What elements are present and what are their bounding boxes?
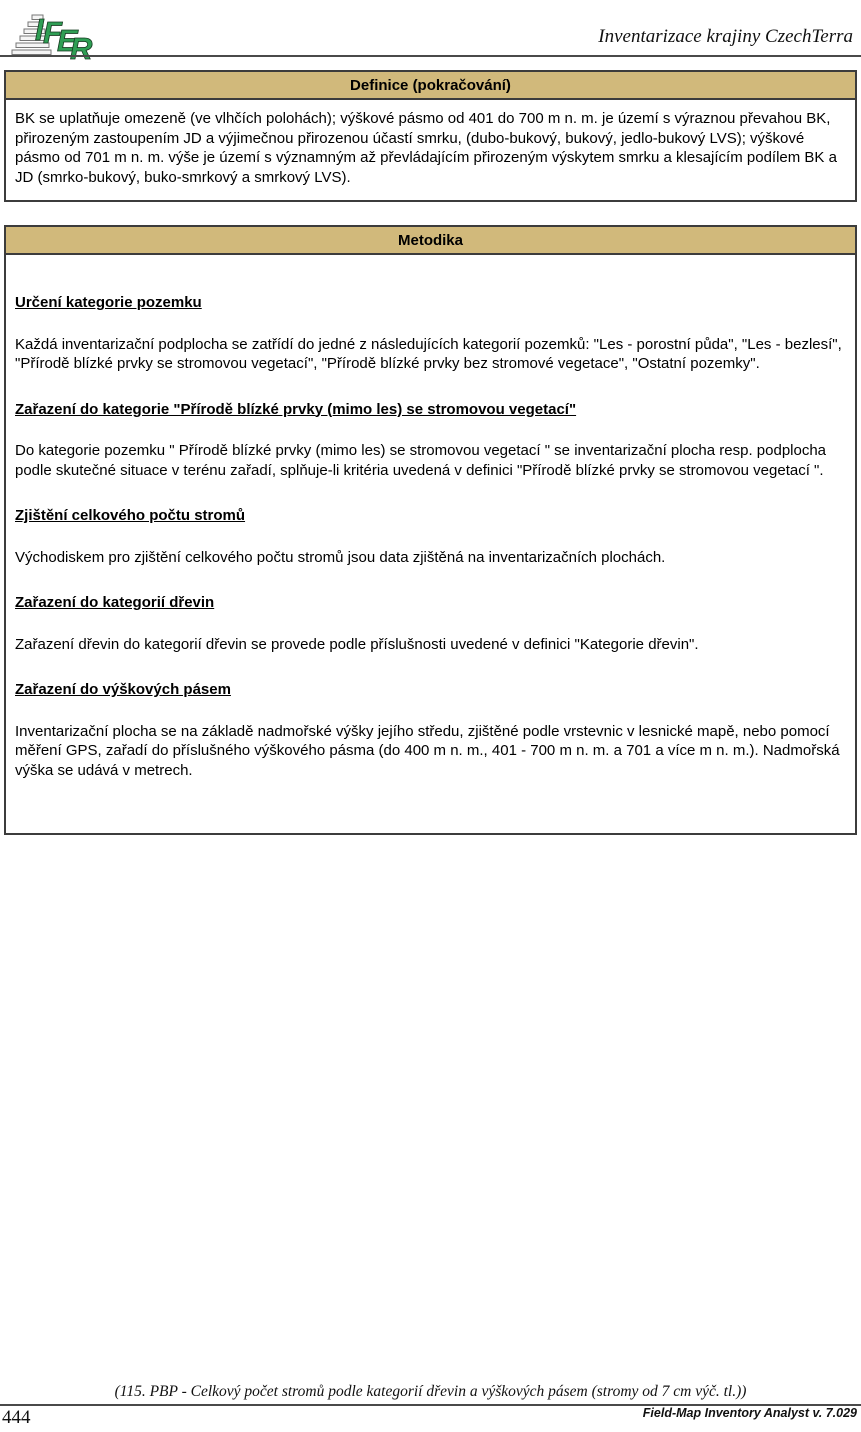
page-number: 444 <box>2 1407 31 1428</box>
paragraph: Zařazení dřevin do kategorií dřevin se provede podle příslušnosti uvedené v definici "Kategorie dřevin". <box>15 635 699 653</box>
paragraph: Východiskem pro zjištění celkového počtu stromů jsou data zjištěná na inventarizačních plochách. <box>15 548 666 566</box>
ifer-logo-icon <box>8 2 100 62</box>
section-metodika <box>4 225 857 835</box>
paragraph: Do kategorie pozemku " Přírodě blízké prvky (mimo les) se stromovou vegetací " se inventarizační plocha resp. podplocha podle skutečné situace v terénu zařadí, splňuje-li kritéria uvedená v definici "Přírodě blízké prvky se stromovou vegetací ". <box>15 442 827 479</box>
section-definice <box>4 70 857 202</box>
paragraph: Každá inventarizační podplocha se zatřídí do jedné z následujících kategorií pozemků: "Les - porostní půda", "Les - bezlesí", "Přírodě blízké prvky se stromovou vegetací", "Přírodě blízké prvky bez stromové vegetace", "Ostatní pozemky". <box>15 335 842 372</box>
paragraph: Inventarizační plocha se na základě nadmořské výšky jejího středu, zjištěné podle vrstevnic v lesnické mapě, nebo pomocí měření GPS, zařadí do příslušného výškového pásma (do 400 m n. m., 401 - 700 m n. m. a 701 a více m n. m.). Nadmořská výška se udává v metrech. <box>15 722 840 779</box>
report-title: Inventarizace krajiny CzechTerra <box>598 26 853 47</box>
section-definice-title: Definice (pokračování) <box>6 72 855 100</box>
subsection-heading: Zjištění celkového počtu stromů <box>15 507 246 524</box>
footer-app-name: Field-Map Inventory Analyst v. 7.029 <box>642 1406 857 1420</box>
ifer-logo <box>8 2 100 67</box>
subsection-heading: Zařazení do výškových pásem <box>15 681 231 698</box>
subsection-heading: Zařazení do kategorie "Přírodě blízké prvky (mimo les) se stromovou vegetací" <box>15 400 577 418</box>
paragraph: BK se uplatňuje omezeně (ve vlhčích polohách); výškové pásmo od 401 do 700 m n. m. je území s výraznou převahou BK, přirozeným zastoupením JD a výjimečnou přirozenou účastí smrku, (dubo-bukový, bukový, jedlo-bukový LVS); výškové pásmo od 701 m n. m. výše je území s významným až převládajícím přirozeným výskytem smrku a klesajícím podílem BK a JD (smrko-bukový, buko-smrkový a smrkový LVS). <box>15 110 837 186</box>
section-metodika-title: Metodika <box>6 227 855 255</box>
svg-text:I F E: I F E R <box>35 12 93 62</box>
footer-caption: (115. PBP - Celkový počet stromů podle kategorií dřevin a výškových pásem (stromy od 7 cm výč. tl.)) <box>114 1383 747 1400</box>
subsection-heading: Určení kategorie pozemku <box>15 294 202 311</box>
section-metodika-body <box>6 293 855 780</box>
header-divider <box>0 55 861 57</box>
subsection-heading: Zařazení do kategorií dřevin <box>15 594 215 611</box>
section-definice-body <box>6 100 855 187</box>
